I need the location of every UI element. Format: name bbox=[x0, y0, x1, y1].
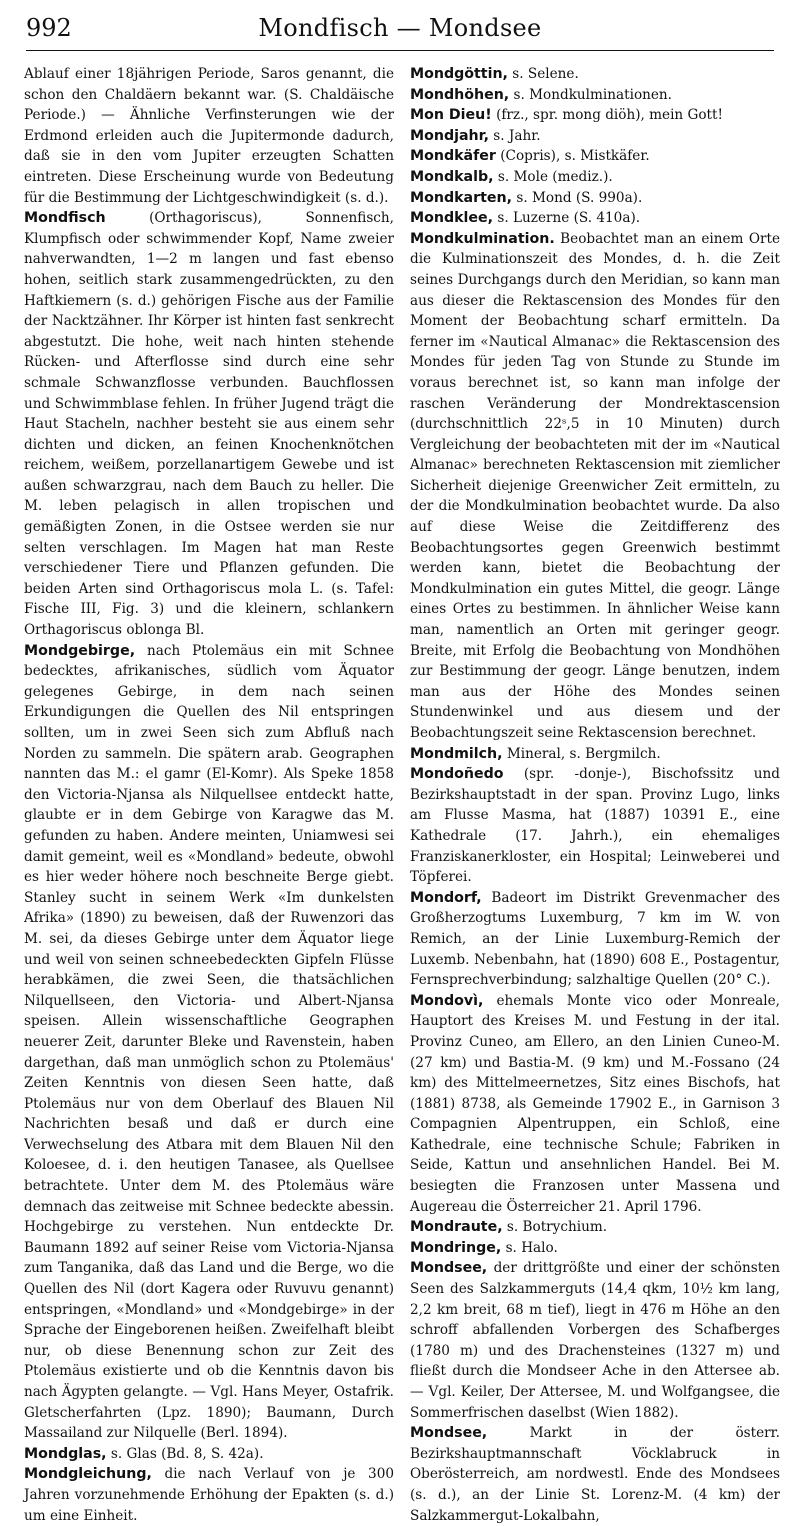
entry-headword: Mondkarten, bbox=[410, 189, 513, 206]
entry-text: s. Jahr. bbox=[493, 127, 541, 144]
entry-headword: Mondklee, bbox=[410, 210, 494, 227]
entry-text: Markt in der österr. Bezirkshauptmannschaft Vöcklabruck in Oberösterreich, am nordwestl. Ende des Mondsees (s. d.), an der Linie St. Lorenz-M. (4 km) der Salzkammergut-Lokalbahn, bbox=[410, 1425, 780, 1524]
page-number: 992 bbox=[26, 14, 72, 42]
dictionary-entry bbox=[410, 888, 780, 991]
entry-text: Beobachtet man an einem Orte die Kulminationszeit des Mondes, d. h. die Zeit seines Durchgangs durch den Meridian, so kann man aus dieser die Rektascension des Mondes für den Moment der Beobachtung scharf ermitteln. Da ferner im «Nautical Almanac» die Rektascension des Mondes für jeden Tag von Stunde zu Stunde im voraus berechnet ist, so kann man infolge der raschen Veränderung der Mondrektascension (durchschnittlich 22ˢ,5 in 10 Minuten) durch Vergleichung der beobachteten mit der im «Nautical Almanac» berechneten Rektascension mit ziemlicher Sicherheit diejenige Greenwicher Zeit ermitteln, zu der die Mondkulmination beobachtet wurde. Da also auf diese Weise die Zeitdifferenz des Beobachtungsortes gegen Greenwich bestimmt werden kann, bietet die Beobachtung der Mondkulmination ein gutes Mittel, die geogr. Länge eines Ortes zu bestimmen. In ähnlicher Weise kann man, namentlich an Orten mit geringer geogr. Breite, mit Erfolg die Beobachtung von Mondhöhen zur Bestimmung der geogr. Länge benutzen, indem man aus der Höhe des Mondes seinen Stundenwinkel und aus diesem und der Beobachtungszeit seine Rektascension berechnet. bbox=[410, 230, 780, 741]
entry-text: der drittgrößte und einer der schönsten Seen des Salzkammerguts (14,4 qkm, 10½ km lang, 2,2 km breit, 68 m tief), liegt in 476 m Höhe an den schroff abfallenden Vorbergen des Schafberges (1780 m) und des Drachensteines (1327 m) und fließt durch die Mondseer Ache in den Attersee ab. — Vgl. Keiler, Der Attersee, M. und Wolfgangsee, die Sommerfrischen daselbst (Wien 1882). bbox=[410, 1260, 780, 1421]
entry-text: Ablauf einer 18jährigen Periode, Saros genannt, die schon den Chaldäern bekannt war. (S. Chaldäische Periode.) — Ähnliche Verfinsterungen wie der Erdmond erleiden auch die Jupitermonde dadurch, daß sie in den vom Jupiter erzeugten Schatten eintreten. Diese Erscheinung wurde von Bedeutung für die Bestimmung der Lichtgeschwindigkeit (s. d.). bbox=[24, 66, 394, 206]
entry-text: s. Mondkulminationen. bbox=[513, 86, 673, 103]
entry-text: s. Luzerne (S. 410a). bbox=[497, 210, 641, 227]
dictionary-entry bbox=[410, 1423, 780, 1526]
dictionary-entry bbox=[410, 64, 780, 85]
entry-text: s. Botrychium. bbox=[506, 1219, 608, 1236]
entry-text: (spr. -donje-), Bischofssitz und Bezirkshauptstadt in der span. Provinz Lugo, links am Flusse Masma, hat (1887) 10391 E., eine Kathedrale (17. Jahrh.), ein ehemaliges Franziskanerkloster, ein Hospital; Leinweberei und Töpferei. bbox=[410, 766, 781, 886]
entry-headword: Mondgöttin, bbox=[410, 66, 508, 82]
entry-headword: Mondjahr, bbox=[410, 127, 489, 144]
entry-headword: Mondfisch bbox=[24, 210, 106, 227]
running-title: Mondfisch — Mondsee bbox=[258, 14, 542, 42]
entry-headword: Mondmilch, bbox=[410, 745, 503, 762]
entry-text: s. Glas (Bd. 8, S. 42a). bbox=[110, 1445, 264, 1462]
entry-text: nach Ptolemäus ein mit Schnee bedecktes, afrikanisches, südlich vom Äquator gelegenes Gebirge, in dem nach seinen Erkundigungen die Quellen des Nil entspringen sollten, um in zwei Seen sich zum Abfluß nach Norden zu sammeln. Die spätern arab. Geographen nannten das M.: el gamr (El-Komr). Als Speke 1858 den Victoria-Njansa als Nilquellsee entdeckt hatte, glaubte er in dem Gebirge von Karagwe das M. gefunden zu haben. Andere meinten, Uniamwesi sei damit gemeint, weil es «Mondland» bedeute, obwohl es hier weder höhere noch beschneite Berge giebt. Stanley sucht in seinem Werk «Im dunkelsten Afrika» (1890) zu beweisen, daß der Ruwenzori das M. sei, da dieses Gebirge unter dem Äquator liege und weil von seinen schneebedeckten Gipfeln Flüsse herabkämen, die zwei Seen, die thatsächlichen Nilquellseen, den Victoria- und Albert-Njansa speisen. Allein wissenschaftliche Geographen neuerer Zeit, darunter Bleke und Ravenstein, haben dargethan, daß man unmöglich schon zu Ptolemäus' Zeiten Kenntnis von diesen Seen hatte, daß Ptolemäus nur von dem Oberlauf des Blauen Nil Nachrichten besaß und daß er durch eine Verwechselung des Atbara mit dem Blauen Nil den Koloesee, d. i. den heutigen Tanasee, als Quellsee betrachtete. Unter dem M. des Ptolemäus wäre demnach das zeitweise mit Schnee bedeckte abessin. Hochgebirge zu verstehen. Nun entdeckte Dr. Baumann 1892 auf seiner Reise vom Victoria-Njansa zum Tanganika, daß das Land und die Berge, wo die Quellen des Nil (dort Kagera oder Ruvuvu genannt) entspringen, «Mondland» und «Mondgebirge» in der Sprache der Eingeborenen heißen. Zweifelhaft bleibt nur, ob diese Benennung schon zur Zeit des Ptolemäus existierte und ob die Kenntnis davon bis nach Ägypten gelangte. — Vgl. Hans Meyer, Ostafrik. Gletscherfahrten (Lpz. 1890); Baumann, Durch Massailand zur Nilquelle (Berl. 1894). bbox=[24, 642, 395, 1442]
dictionary-entry bbox=[410, 208, 780, 229]
dictionary-entry bbox=[410, 188, 780, 209]
dictionary-entry bbox=[24, 1464, 394, 1526]
entry-text: s. Selene. bbox=[512, 66, 579, 82]
entry-headword: Mondsee, bbox=[410, 1260, 488, 1277]
dictionary-entry bbox=[410, 744, 780, 765]
dictionary-entry bbox=[24, 208, 394, 640]
entry-text: s. Mole (mediz.). bbox=[497, 168, 613, 185]
entry-headword: Mondoñedo bbox=[410, 766, 504, 783]
entry-headword: Mondhöhen, bbox=[410, 86, 510, 103]
entry-headword: Mondsee, bbox=[410, 1425, 488, 1442]
dictionary-entry bbox=[410, 167, 780, 188]
entry-headword: Mon Dieu! bbox=[410, 107, 492, 124]
dictionary-entry bbox=[410, 126, 780, 147]
dictionary-entry bbox=[410, 105, 780, 126]
dictionary-entry bbox=[410, 229, 780, 744]
left-column bbox=[24, 64, 395, 1524]
entry-text: (frz., spr. mong diöh), mein Gott! bbox=[496, 107, 723, 124]
entry-text: (Copris), s. Mistkäfer. bbox=[500, 148, 650, 165]
entry-headword: Mondovì, bbox=[410, 992, 484, 1009]
entry-headword: Mondglas, bbox=[24, 1445, 107, 1462]
entry-text: Badeort im Distrikt Grevenmacher des Großherzogtums Luxemburg, 7 km im W. von Remich, an der Linie Luxemburg-Remich der Luxemb. Nebenbahn, hat (1890) 608 E., Postagentur, Fernsprechverbindung; salzhaltige Quellen (20° C.). bbox=[410, 889, 781, 989]
entry-headword: Mondkalb, bbox=[410, 168, 494, 185]
entry-text: Mineral, s. Bergmilch. bbox=[506, 745, 661, 762]
entry-headword: Mondringe, bbox=[410, 1239, 502, 1256]
entry-headword: Mondkulmination. bbox=[410, 230, 555, 247]
entry-text: s. Mond (S. 990a). bbox=[516, 189, 643, 206]
dictionary-entry bbox=[410, 1258, 780, 1423]
entry-headword: Mondgleichung, bbox=[24, 1466, 152, 1483]
dictionary-entry bbox=[410, 764, 780, 888]
dictionary-entry bbox=[410, 1238, 780, 1259]
entry-headword: Mondorf, bbox=[410, 889, 482, 906]
entry-text: (Orthagoriscus), Sonnenfisch, Klumpfisch oder schwimmender Kopf, Name zweier nahverwandten, 1—2 m langen und fast ebenso hohen, seitlich stark zusammengedrückten, zu den Haftkiemern (s. d.) gehörigen Fische aus der Familie der Nacktzähner. Ihr Körper ist hinten fast senkrecht abgestutzt. Die hohe, weit nach hinten stehende Rücken- und Afterflosse sind durch eine sehr schmale Schwanzflosse verbunden. Bauchflossen und Schwimmblase fehlen. In früher Jugend trägt die Haut Stacheln, nachher besteht sie aus einem sehr dichten und dicken, an feinen Knochenknötchen reichem, weißem, porzellanartigem Gewebe und ist außen schwarzgrau, nach dem Bauch zu heller. Die M. leben pelagisch in allen tropischen und gemäßigten Zonen, in die Ostsee werden sie nur selten verschlagen. Im Magen hat man Reste verschiedener Tiere und Pflanzen gefunden. Die beiden Arten sind Orthagoriscus mola L. (s. Tafel: Fische III, Fig. 3) und die kleinern, schlankern Orthagoriscus oblonga Bl. bbox=[24, 210, 394, 639]
text-columns bbox=[24, 64, 781, 1524]
entry-headword: Mondraute, bbox=[410, 1219, 503, 1236]
dictionary-entry bbox=[410, 146, 780, 167]
page-header bbox=[26, 10, 774, 51]
entry-continuation bbox=[24, 64, 394, 208]
entry-text: die nach Verlauf von je 300 Jahren vorzunehmende Erhöhung der Epakten (s. d.) um eine Einheit. bbox=[24, 1466, 394, 1524]
dictionary-entry bbox=[24, 1444, 394, 1465]
dictionary-entry bbox=[24, 641, 394, 1444]
dictionary-entry bbox=[410, 991, 780, 1218]
entry-headword: Mondkäfer bbox=[410, 148, 496, 165]
dictionary-entry bbox=[410, 1217, 780, 1238]
entry-text: s. Halo. bbox=[505, 1239, 558, 1256]
entry-text: ehemals Monte vico oder Monreale, Hauptort des Kreises M. und Festung in der ital. Provinz Cuneo, am Ellero, an den Linien Cuneo-M. (27 km) und Bastia-M. (9 km) und M.-Fossano (24 km) des Mittelmeernetzes, Sitz eines Bischofs, hat (1881) 8738, als Gemeinde 17902 E., in Garnison 3 Compagnien Alpentruppen, ein Schloß, eine Kathedrale, eine technische Schule; Fabriken in Seide, Kattun und ansehnlichen Handel. Bei M. besiegten die Franzosen unter Massena und Augereau die Österreicher 21. April 1796. bbox=[410, 992, 780, 1215]
dictionary-entry bbox=[410, 85, 780, 106]
entry-headword: Mondgebirge, bbox=[24, 642, 136, 659]
right-column bbox=[410, 64, 781, 1524]
